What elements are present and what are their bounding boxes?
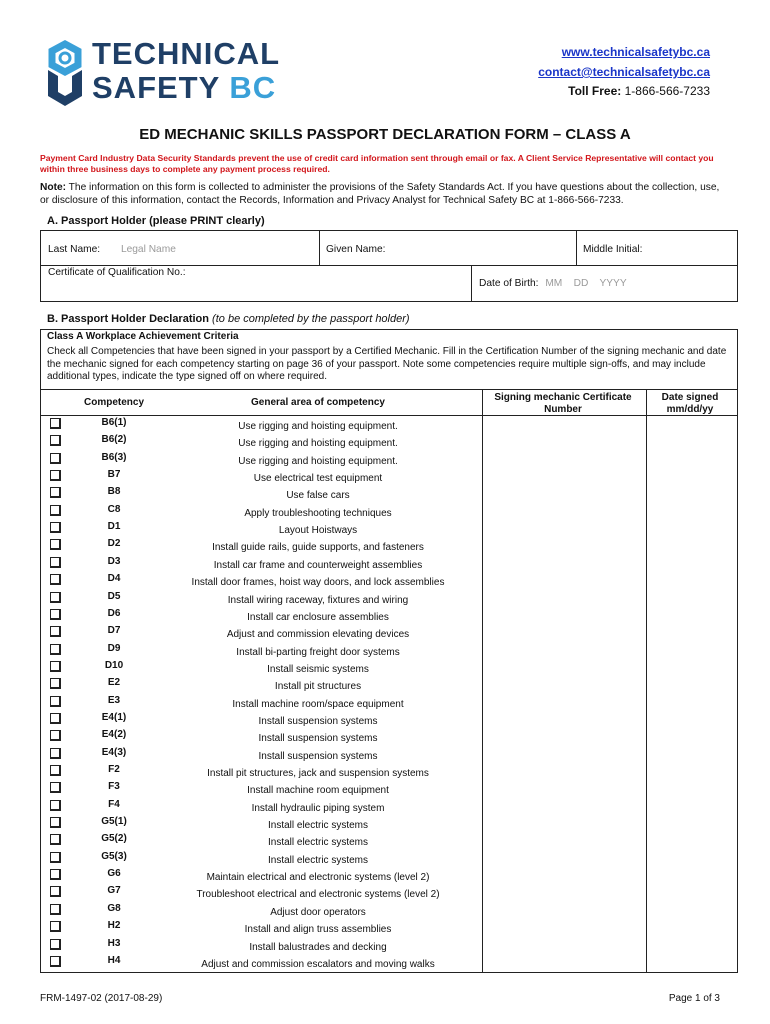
- signing-cert-input[interactable]: [482, 606, 645, 623]
- competency-code: G7: [107, 885, 121, 897]
- competency-checkbox[interactable]: [50, 626, 61, 637]
- competency-description: Install machine room/space equipment: [232, 698, 404, 710]
- competency-description: Install guide rails, guide supports, and fasteners: [212, 542, 424, 554]
- col-area-header: General area of competency: [251, 397, 385, 408]
- date-signed-input[interactable]: [646, 883, 736, 900]
- logo-wordmark-line1: TECHNICAL: [92, 36, 281, 71]
- competency-code: C8: [107, 503, 121, 515]
- competency-code: G8: [107, 902, 121, 914]
- competency-code: H3: [107, 937, 121, 949]
- date-signed-input[interactable]: [646, 536, 736, 553]
- competency-checkbox[interactable]: [50, 678, 61, 689]
- competency-checkbox[interactable]: [50, 609, 61, 620]
- competency-checkbox[interactable]: [50, 886, 61, 897]
- competency-checkbox[interactable]: [50, 765, 61, 776]
- form-title: ED MECHANIC SKILLS PASSPORT DECLARATION FORM – CLASS A: [139, 126, 631, 143]
- competency-code: D9: [107, 642, 121, 654]
- date-signed-input[interactable]: [646, 467, 736, 484]
- competency-checkbox[interactable]: [50, 782, 61, 793]
- date-signed-input[interactable]: [646, 623, 736, 640]
- competency-checkbox[interactable]: [50, 956, 61, 967]
- date-signed-input[interactable]: [646, 450, 736, 467]
- pci-warning: Payment Card Industry Data Security Standards prevent the use of credit card information sent through email or fax. A Client Service Representative will contact you within three business days to complete any payment process required.: [40, 153, 714, 174]
- note-text: The information on this form is collected to administer the provisions of the Safety Standards Act. If you have questions about the collection, use, or disclosure of this information, contact the Records, Information and Privacy Analyst for Technical Safety BC at 1-866-566-7233.: [40, 182, 720, 206]
- competency-code: H2: [107, 920, 121, 932]
- signing-cert-input[interactable]: [482, 883, 645, 900]
- competency-description: Use rigging and hoisting equipment.: [238, 438, 398, 450]
- competency-code: B6(2): [101, 434, 127, 446]
- competency-description: Install wiring raceway, fixtures and wiring: [227, 594, 409, 606]
- signing-cert-input[interactable]: [482, 450, 645, 467]
- signing-cert-input[interactable]: [482, 831, 645, 848]
- date-signed-input[interactable]: [646, 675, 736, 692]
- competency-checkbox[interactable]: [50, 730, 61, 741]
- competency-checkbox[interactable]: [50, 661, 61, 672]
- middle-initial-field[interactable]: [583, 244, 642, 255]
- competency-code: E4(3): [101, 746, 127, 758]
- competency-description: Install hydraulic piping system: [251, 802, 385, 814]
- competency-description: Adjust and commission escalators and moving walks: [201, 958, 435, 970]
- toll-free: [568, 84, 710, 98]
- last-name-label: Last Name:: [48, 244, 101, 255]
- given-name-label: Given Name:: [326, 244, 386, 255]
- date-signed-input[interactable]: [646, 554, 736, 571]
- signing-cert-input[interactable]: [482, 675, 645, 692]
- competency-code: B8: [107, 486, 121, 498]
- logo-bc: BC: [229, 70, 277, 105]
- website-link[interactable]: www.technicalsafetybc.ca: [561, 45, 710, 59]
- section-a-heading: A. Passport Holder (please PRINT clearly): [47, 215, 265, 227]
- competency-description: Install suspension systems: [258, 733, 378, 745]
- signing-cert-input[interactable]: [482, 918, 645, 935]
- competency-description: Install pit structures: [274, 681, 362, 693]
- given-name-field[interactable]: [326, 244, 385, 255]
- signing-cert-input[interactable]: [482, 710, 645, 727]
- competency-checkbox[interactable]: [50, 869, 61, 880]
- competency-description: Install suspension systems: [258, 750, 378, 762]
- signing-cert-input[interactable]: [482, 658, 645, 675]
- signing-cert-input[interactable]: [482, 641, 645, 658]
- form-number: FRM-1497-02 (2017-08-29): [40, 993, 163, 1004]
- competency-description: Install and align truss assemblies: [244, 924, 392, 936]
- competency-code: D7: [107, 625, 121, 637]
- signing-cert-input[interactable]: [482, 536, 645, 553]
- competency-checkbox[interactable]: [50, 817, 61, 828]
- date-signed-input[interactable]: [646, 797, 736, 814]
- date-signed-input[interactable]: [646, 849, 736, 866]
- section-b-heading: [47, 313, 410, 325]
- website-link-wrap: [562, 45, 710, 59]
- competency-code: E2: [107, 677, 121, 689]
- date-signed-input[interactable]: [646, 866, 736, 883]
- competency-description: Use rigging and hoisting equipment.: [238, 455, 398, 467]
- competency-code: D4: [107, 573, 121, 585]
- competency-code: D5: [107, 590, 121, 602]
- email-link-wrap: [538, 65, 710, 79]
- date-signed-input[interactable]: [646, 484, 736, 501]
- competency-description: Install car enclosure assemblies: [247, 611, 389, 623]
- date-signed-input[interactable]: [646, 901, 736, 918]
- competency-code: D2: [107, 538, 121, 550]
- competency-code: G6: [107, 868, 121, 880]
- col-competency-header: Competency: [83, 397, 144, 408]
- competency-description: Install electric systems: [267, 837, 369, 849]
- toll-free-label: Toll Free:: [568, 84, 622, 98]
- competency-description: Troubleshoot electrical and electronic systems (level 2): [196, 889, 440, 901]
- competency-description: Adjust and commission elevating devices: [226, 629, 410, 641]
- date-signed-input[interactable]: [646, 658, 736, 675]
- competency-code: D10: [104, 659, 124, 671]
- competency-code: F4: [108, 798, 120, 810]
- date-signed-input[interactable]: [646, 918, 736, 935]
- competency-code: D3: [107, 555, 121, 567]
- competency-code: F3: [108, 781, 120, 793]
- signing-cert-input[interactable]: [482, 762, 645, 779]
- date-signed-input[interactable]: [646, 571, 736, 588]
- date-signed-input[interactable]: [646, 953, 736, 970]
- note-label: Note:: [40, 182, 67, 193]
- date-signed-input[interactable]: [646, 693, 736, 710]
- competency-description: Use rigging and hoisting equipment.: [238, 421, 398, 432]
- date-signed-input[interactable]: [646, 831, 736, 848]
- competency-checkbox[interactable]: [50, 574, 61, 585]
- signing-cert-input[interactable]: [482, 502, 645, 519]
- date-signed-input[interactable]: [646, 606, 736, 623]
- competency-checkbox[interactable]: [50, 557, 61, 568]
- competency-checkbox[interactable]: [50, 592, 61, 603]
- competency-checkbox[interactable]: [50, 713, 61, 724]
- passport-holder-box: [40, 230, 738, 302]
- date-signed-input[interactable]: [646, 519, 736, 536]
- competency-description: Install electric systems: [267, 854, 369, 866]
- date-signed-input[interactable]: [646, 502, 736, 519]
- competency-checkbox[interactable]: [50, 487, 61, 498]
- signing-cert-input[interactable]: [482, 727, 645, 744]
- date-signed-input[interactable]: [646, 814, 736, 831]
- date-signed-input[interactable]: [646, 432, 736, 449]
- competency-checkbox[interactable]: [50, 453, 61, 464]
- competency-description: Maintain electrical and electronic systems (level 2): [206, 872, 430, 884]
- logo-wordmark-line2: [92, 70, 276, 106]
- competency-checkbox[interactable]: [50, 696, 61, 707]
- criteria-title: Class A Workplace Achievement Criteria: [47, 331, 239, 342]
- competency-description: Use false cars: [286, 490, 350, 502]
- competency-checkbox[interactable]: [50, 939, 61, 950]
- competency-code: H4: [107, 954, 121, 966]
- date-signed-input[interactable]: [646, 589, 736, 606]
- competency-description: Install pit structures, jack and suspension systems: [207, 768, 429, 779]
- dob-label: Date of Birth:: [479, 278, 539, 289]
- date-signed-input[interactable]: [646, 727, 736, 744]
- gear-logo-icon: [42, 34, 88, 106]
- signing-cert-input[interactable]: [482, 849, 645, 866]
- signing-cert-input[interactable]: [482, 554, 645, 571]
- competency-code: F2: [108, 764, 120, 775]
- signing-cert-input[interactable]: [482, 866, 645, 883]
- date-signed-input[interactable]: [646, 641, 736, 658]
- competency-checkbox[interactable]: [50, 644, 61, 655]
- signing-cert-input[interactable]: [482, 953, 645, 970]
- signing-cert-input[interactable]: [482, 589, 645, 606]
- certificate-label: Certificate of Qualification No.:: [48, 267, 186, 278]
- competency-code: B6(3): [101, 451, 127, 463]
- competency-code: D1: [107, 521, 121, 533]
- signing-cert-input[interactable]: [482, 415, 645, 432]
- competency-description: Install bi-parting freight door systems: [236, 646, 400, 658]
- section-b-note: (to be completed by the passport holder): [209, 313, 410, 325]
- competency-code: E3: [107, 694, 121, 706]
- competency-description: Install suspension systems: [258, 715, 378, 727]
- criteria-text: Check all Competencies that have been signed in your passport by a Certified Mechanic. Fill in the Certification Number of the signing mechanic and date the mechanic signed for each competency starting on page 36 of your passport. Note some competencies require multiple sign-offs, and may include additional types, indicate the type signed off on where required.: [47, 346, 727, 382]
- competency-checkbox[interactable]: [50, 852, 61, 863]
- certificate-field[interactable]: [48, 267, 186, 278]
- competency-code: G5(2): [101, 833, 127, 845]
- competency-checkbox[interactable]: [50, 800, 61, 811]
- competency-checkbox[interactable]: [50, 522, 61, 533]
- signing-cert-input[interactable]: [482, 519, 645, 536]
- competency-description: Use electrical test equipment: [253, 473, 383, 485]
- signing-cert-input[interactable]: [482, 779, 645, 796]
- signing-cert-input[interactable]: [482, 745, 645, 762]
- page-number: Page 1 of 3: [668, 993, 720, 1004]
- competency-description: Install electric systems: [267, 820, 369, 832]
- competency-code: E4(2): [101, 729, 127, 741]
- competency-code: D6: [107, 607, 121, 619]
- competency-code: G5(1): [101, 816, 127, 828]
- last-name-hint: Legal Name: [120, 244, 176, 255]
- last-name-field[interactable]: [48, 244, 176, 255]
- competency-checkbox[interactable]: [50, 921, 61, 932]
- signing-cert-input[interactable]: [482, 484, 645, 501]
- competency-checkbox[interactable]: [50, 904, 61, 915]
- competency-checkbox[interactable]: [50, 435, 61, 446]
- section-b-title: B. Passport Holder Declaration: [47, 313, 209, 325]
- competency-checkbox[interactable]: [50, 470, 61, 481]
- toll-free-number: 1-866-566-7233: [624, 84, 710, 98]
- col-date-header: Date signed mm/dd/yy: [661, 392, 719, 415]
- col-signing-header: Signing mechanic Certificate Number: [494, 392, 632, 415]
- middle-initial-label: Middle Initial:: [583, 244, 643, 255]
- competency-description: Install balustrades and decking: [249, 941, 387, 953]
- dob-hint: MM DD YYYY: [545, 278, 627, 289]
- competency-checkbox[interactable]: [50, 505, 61, 516]
- signing-cert-input[interactable]: [482, 936, 645, 953]
- competency-description: Layout Hoistways: [278, 525, 358, 537]
- competency-code: B6(1): [101, 417, 127, 428]
- date-signed-input[interactable]: [646, 779, 736, 796]
- competency-description: Install door frames, hoist way doors, and lock assemblies: [191, 577, 445, 589]
- competency-description: Install seismic systems: [267, 663, 369, 675]
- competency-description: Apply troubleshooting techniques: [244, 507, 392, 519]
- competency-description: Install machine room equipment: [247, 785, 389, 797]
- competency-description: Install car frame and counterweight assemblies: [213, 559, 423, 571]
- competency-description: Adjust door operators: [270, 906, 366, 918]
- signing-cert-input[interactable]: [482, 814, 645, 831]
- signing-cert-input[interactable]: [482, 432, 645, 449]
- competency-checkbox[interactable]: [50, 748, 61, 759]
- logo-safety: SAFETY: [92, 70, 220, 105]
- date-signed-input[interactable]: [646, 710, 736, 727]
- competency-checkbox[interactable]: [50, 539, 61, 550]
- signing-cert-input[interactable]: [482, 571, 645, 588]
- date-signed-input[interactable]: [646, 936, 736, 953]
- date-signed-input[interactable]: [646, 745, 736, 762]
- date-signed-input[interactable]: [646, 762, 736, 779]
- email-link[interactable]: contact@technicalsafetybc.ca: [538, 65, 710, 79]
- competency-code: B7: [107, 469, 121, 481]
- signing-cert-input[interactable]: [482, 623, 645, 640]
- date-signed-input[interactable]: [646, 415, 736, 432]
- signing-cert-input[interactable]: [482, 797, 645, 814]
- signing-cert-input[interactable]: [482, 693, 645, 710]
- competency-code: G5(3): [101, 850, 127, 862]
- competency-code: E4(1): [101, 711, 127, 723]
- dob-field[interactable]: [479, 278, 627, 289]
- competency-checkbox[interactable]: [50, 418, 61, 429]
- privacy-note: [40, 181, 730, 207]
- signing-cert-input[interactable]: [482, 467, 645, 484]
- competency-checkbox[interactable]: [50, 834, 61, 845]
- signing-cert-input[interactable]: [482, 901, 645, 918]
